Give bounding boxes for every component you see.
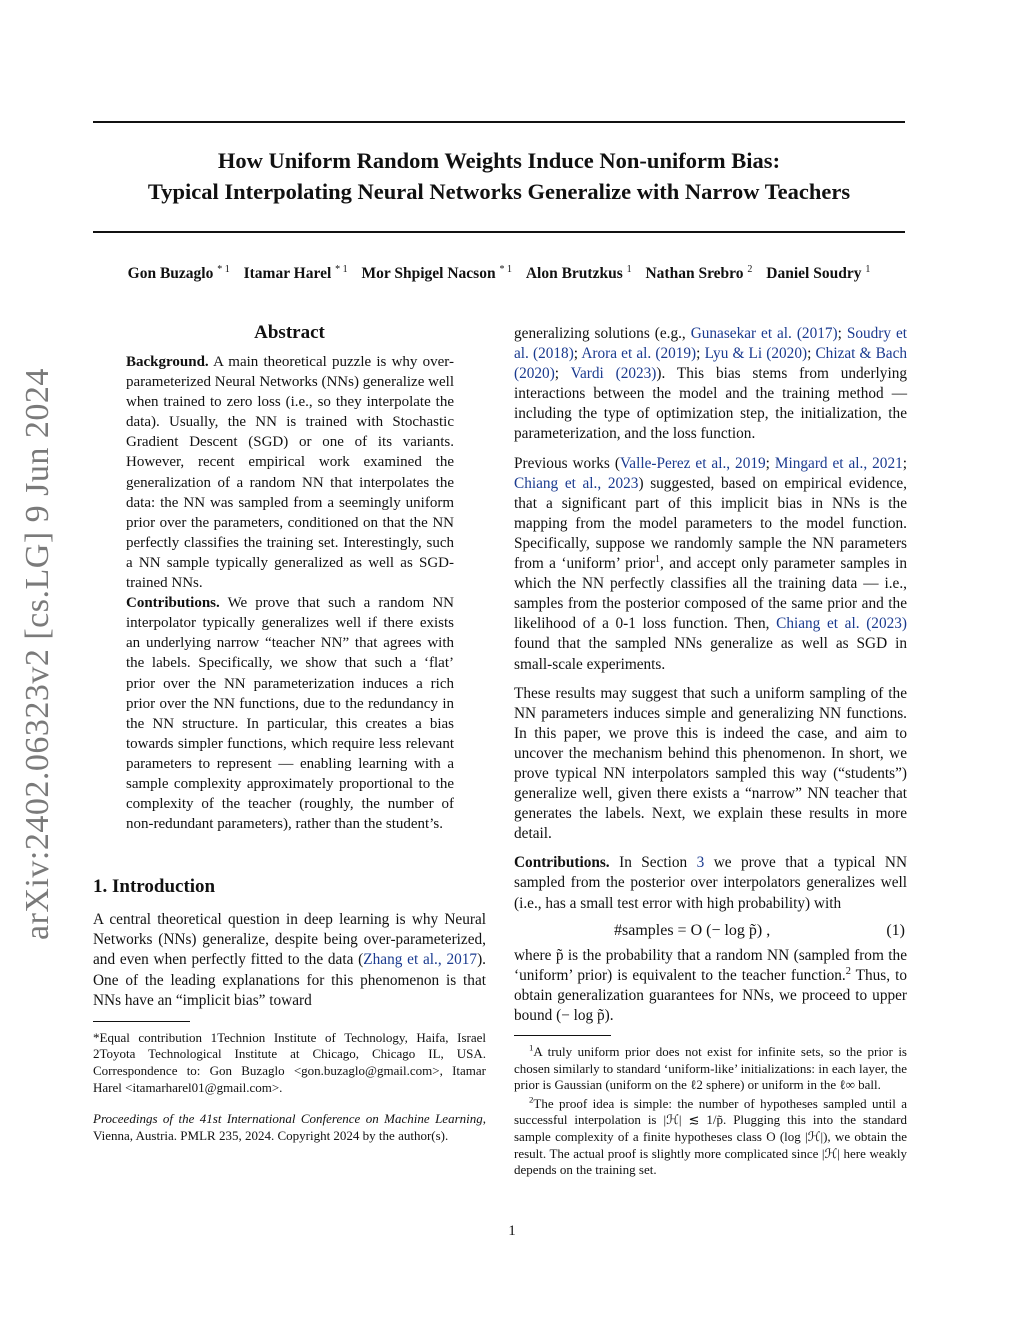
introduction-body-right (514, 324, 907, 1026)
author: Alon Brutzkus $^1$ (525, 263, 632, 282)
author: Itamar Harel $^{* 1}$ (243, 263, 348, 282)
author: Gon Buzaglo $^{* 1}$ (127, 263, 230, 282)
citation-link[interactable]: Arora et al. (2019) (581, 345, 697, 363)
title-line-2: Typical Interpolating Neural Networks Generalize with Narrow Teachers (147, 179, 851, 204)
right-column (514, 324, 907, 1181)
page-number: 1 (508, 1223, 516, 1239)
citation-link[interactable]: Valle-Perez et al., 2019 (619, 454, 766, 472)
left-column (93, 318, 486, 1144)
abstract-body (126, 352, 454, 834)
abstract-heading: Abstract (254, 322, 325, 343)
intro-paragraph-4: Contributions. In Section 3 we prove that a typical NN sampled from the posterior over interpolators generalizes well (i.e., has a small test error with high probability) with (514, 854, 908, 912)
citation-link[interactable]: Vardi (2023) (570, 365, 657, 383)
footnote-rule (93, 1021, 190, 1022)
paper-title (93, 145, 905, 207)
footnote-marker[interactable]: 2 (845, 965, 851, 977)
footnotes-left (93, 1030, 486, 1096)
background-label: Background. (126, 354, 209, 370)
proceedings-note: Proceedings of the 41st International Conference on Machine Learning, Vienna, Austria. PMLR 235, 2024. Copyright 2024 by the author(s). (93, 1111, 486, 1144)
abstract-contributions: Contributions. We prove that such a random NN interpolator typically generalizes well if there exists an underlying narrow “teacher NN” that agrees with the labels. Specifically, we show that such a ‘flat’ prior over the NN parameterization induces a rich prior over the NN functions, due to the redundancy in the NN structure. In particular, this creates a bias towards simpler functions, which require less relevant parameters to represent — enabling learning with a sample complexity approximately proportional to the complexity of the teacher (roughly, the number of non-redundant parameters), rather than the student’s. (126, 595, 454, 833)
equation-body: #samples = O (− log p̃) , (614, 921, 771, 939)
equal-contribution-note: *Equal contribution (93, 1029, 202, 1045)
intro-paragraph-2: Previous works (Valle-Perez et al., 2019; Mingard et al., 2021; Chiang et al., 2023) suggested, based on empirical evidence, that a significant part of this implicit bias in NNs is the mapping from the model parameters to the model function. Specifically, suppose we randomly sample the NN parameters from a ‘uniform’ prior$^1$, and accept only parameter samples in which the NN perfectly classifies all the training data — i.e., samples from the posterior composed of the same prior and the likelihood of a 0-1 loss function. Then, Chiang et al. (2023) found that the sampled NNs generalize as well as SGD in small-scale experiments. (514, 454, 908, 673)
citation-link[interactable]: Chiang et al. (2023) (776, 615, 907, 633)
contributions-label: Contributions. (514, 854, 610, 872)
intro-paragraph-1-continued: generalizing solutions (e.g., Gunasekar et al. (2017); Soudry et al. (2018); Arora et al. (2019); Lyu & Li (2020); Chizat & Bach (2020); Vardi (2023)). This bias stems from underlying interactions between the model and the training method — including the type of optimization step, the initialization, the parameterization, and the loss function. (514, 325, 908, 443)
citation-link[interactable]: Gunasekar et al. (2017) (690, 325, 838, 342)
citation-link[interactable]: Lyu & Li (2020) (704, 345, 808, 363)
intro-paragraph-5: where p̃ is the probability that a random NN (sampled from the ‘uniform’ prior) is equivalent to the teacher function.$^2$ Thus, to obtain generalization guarantees for NNs, we proceed to upper bound (− log p̃). (514, 946, 907, 1024)
author: Mor Shpigel Nacson $^{* 1}$ (361, 263, 512, 282)
introduction-body-left (93, 910, 486, 1010)
contributions-label: Contributions. (126, 595, 220, 612)
equation-number: (1) (886, 921, 905, 939)
footnotes-right (514, 1044, 907, 1179)
introduction-heading: 1. Introduction (93, 876, 216, 898)
citation-link[interactable]: Zhang et al., 2017 (363, 951, 478, 969)
author-list (93, 265, 905, 283)
citation-link[interactable]: Chiang et al., 2023 (514, 474, 639, 492)
footnote-1: $^1$A truly uniform prior does not exist for infinite sets, so the prior is chosen similarly to standard ‘uniform-like’ initializations: in each layer, the prior is Gaussian (uniform on the ℓ2 sphere) or uniform in the ℓ∞ ball. (514, 1042, 907, 1093)
abstract-background: Background. A main theoretical puzzle is why over-parameterized Neural Networks (NNs) generalize well when trained to zero loss (i.e., so they interpolate the data). Usually, the NN is trained with Stochastic Gradient Descent (SGD) or one of its variants. However, recent empirical work examined the generalization of a random NN that interpolates the data: the NN was sampled from a seemingly uniform prior over the parameters, conditioned on that the NN perfectly classifies the training set. Interestingly, such a NN sample typically generalized as well as SGD-trained NNs. (126, 354, 454, 592)
footnote-marker[interactable]: 1 (654, 553, 661, 565)
intro-paragraph-1: A central theoretical question in deep learning is why Neural Networks (NNs) generalize, despite being over-parameterized, and even when perfectly fitted to the data (Zhang et al., 2017). One of the leading explanations for this phenomenon is that NNs have an “implicit bias” toward (93, 911, 486, 1009)
footnote-2: $^2$The proof idea is simple: the number of hypotheses sampled until a successful interpolation is |ℋ| ≲ 1/p̃. Plugging this into the standard sample complexity of a finite hypotheses class O (log |ℋ|), we obtain the result. The actual proof is slightly more complicated since |ℋ| here weakly depends on the training set. (514, 1094, 907, 1178)
section-link[interactable]: 3 (696, 854, 705, 872)
citation-link[interactable]: Chizat & Bach (2020) (514, 345, 908, 383)
equation-1 (514, 916, 907, 946)
author: Nathan Srebro $^2$ (645, 263, 753, 282)
footnote-rule (514, 1035, 611, 1036)
title-line-1: How Uniform Random Weights Induce Non-uniform Bias: (217, 148, 781, 173)
top-rule (93, 121, 905, 123)
title-bottom-rule (93, 231, 905, 233)
citation-link[interactable]: Mingard et al., 2021 (774, 454, 903, 472)
arxiv-stamp: arXiv:2402.06323v2 [cs.LG] 9 Jun 2024 (19, 368, 56, 940)
author: Daniel Soudry $^1$ (766, 263, 871, 282)
intro-paragraph-3: These results may suggest that such a uniform sampling of the NN parameters induces simple and generalizing NN functions. In this paper, we prove this is indeed the case, and aim to uncover the mechanism behind this phenomenon. In short, we prove typical NN interpolators sampled this way (“students”) generalize well, given there exists a “narrow” NN teacher that generates the labels. Next, we explain these results in more detail. (514, 684, 907, 843)
citation-link[interactable]: Soudry et al. (2018) (514, 325, 908, 363)
affiliations-note: 1Technion Institute of Technology, Haifa, Israel 2Toyota Technological Institute at Chicago, Chicago IL, USA. Correspondence to: Gon Buzaglo <gon.buzaglo@gmail.com>, Itamar Harel <itamarharel01@gmail.com>. (93, 1029, 486, 1095)
